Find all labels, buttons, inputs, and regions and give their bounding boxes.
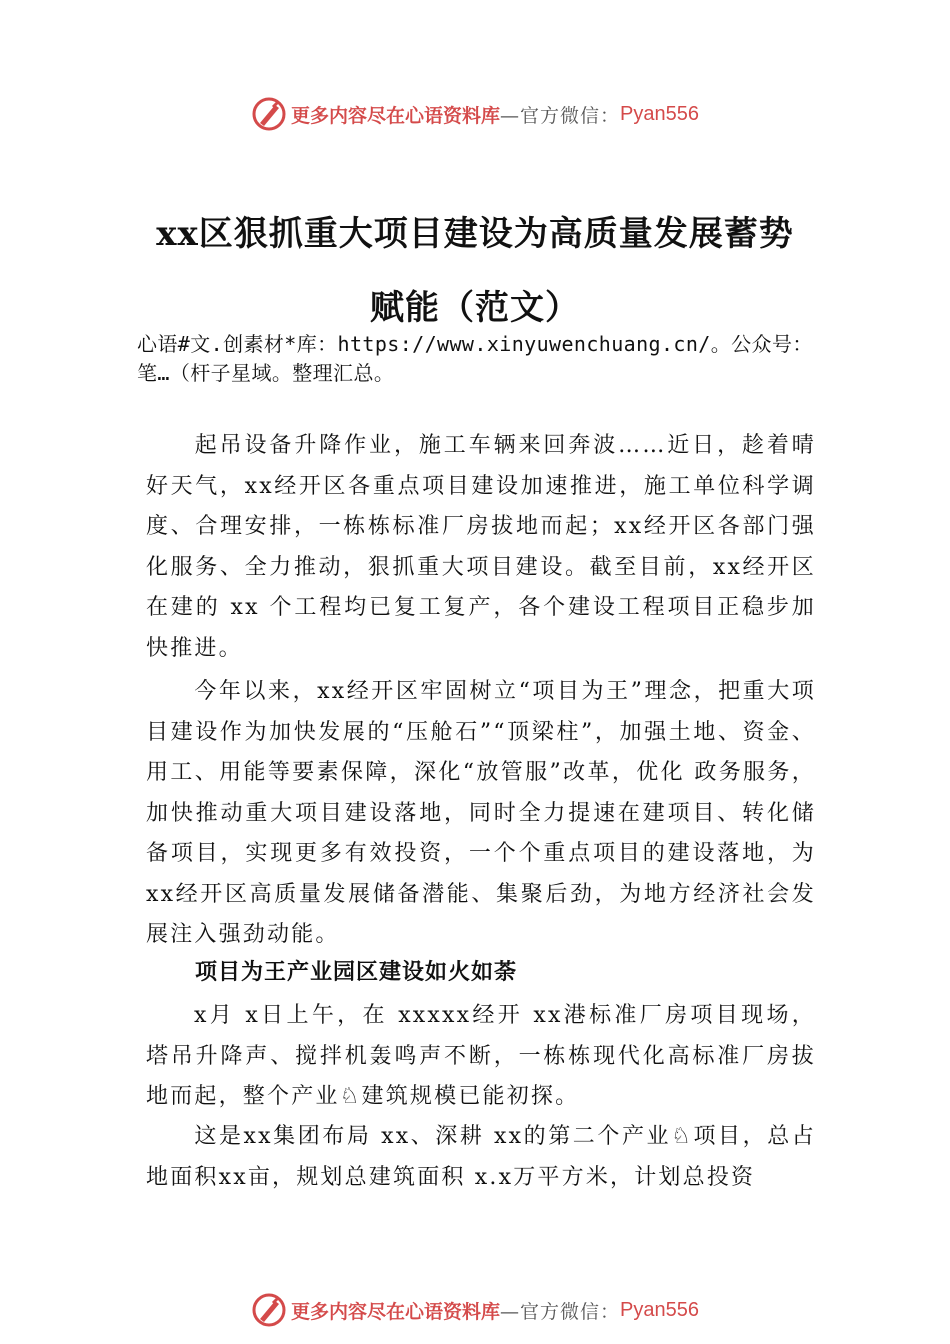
banner-library-text: 更多内容尽在心语资料库 (291, 104, 501, 127)
paragraph-3 (146, 996, 816, 1118)
paragraph-1 (146, 426, 816, 669)
document-title-line2: 赋能（范文） (370, 288, 580, 328)
paragraph-3-text: x月 x日上午，在 xxxxx经开 xx港标准厂房项目现场， 塔吊升降声、搅拌机轰鸣声不断，一栋栋现代化高标准厂房拔地而起，整个产业♘建筑规模已能初探。 (146, 1003, 816, 1109)
banner-wechat-id: Pyan556 (620, 1298, 699, 1321)
paragraph-2-text: 今年以来，xx经开区牢固树立“项目为王”理念，把重大项目建设作为加快发展的“压舱石”“顶梁柱”，加强土地、资金、用工、用能等要素保障，深化“放管服”改革，优化 政务服务，加快推动重大项目建设落地，同时全力提速在建项目、转化储备项目，实现更多有效投资，一个个重点项目的建设落地，为 xx经开区高质量发展储备潜能、集聚后劲，为地方经济社会发展注入强劲动能。 (146, 679, 816, 947)
pen-badge-icon (251, 1292, 287, 1328)
banner-dash-text: —官方微信： (500, 104, 621, 127)
banner-library-text: 更多内容尽在心语资料库 (291, 1300, 501, 1323)
paragraph-2 (146, 672, 816, 956)
section-heading: 项目为王产业园区建设如火如荼 (195, 960, 518, 985)
paragraph-4-text: 这是xx集团布局 xx、深耕 xx的第二个产业♘项目，总占地面积xx亩，规划总建筑面积 x.x万平方米，计划总投资 (146, 1124, 816, 1190)
pen-badge-icon (251, 96, 287, 132)
document-title-line1: xx区狠抓重大项目建设为高质量发展蓄势 (156, 214, 794, 254)
bottom-banner (0, 1290, 950, 1330)
top-banner (0, 94, 950, 134)
paragraph-4 (146, 1117, 816, 1198)
paragraph-1-text: 起吊设备升降作业，施工车辆来回奔波……近日，趁着晴好天气，xx经开区各重点项目建设加速推进，施工单位科学调度、合理安排，一栋栋标准厂房拔地而起；xx经开区各部门强化服务、全力推动，狠抓重大项目建设。截至目前，xx经开区在建的 xx 个工程均已复工复产，各个建设工程项目正稳步加快推进。 (146, 433, 816, 661)
banner-dash-text: —官方微信： (500, 1300, 621, 1323)
banner-wechat-id: Pyan556 (620, 102, 699, 125)
source-line: 心语#文.创素材*库：https://www.xinyuwenchuang.cn/。公众号：笔…（杆子星域。整理汇总。 (137, 332, 813, 385)
